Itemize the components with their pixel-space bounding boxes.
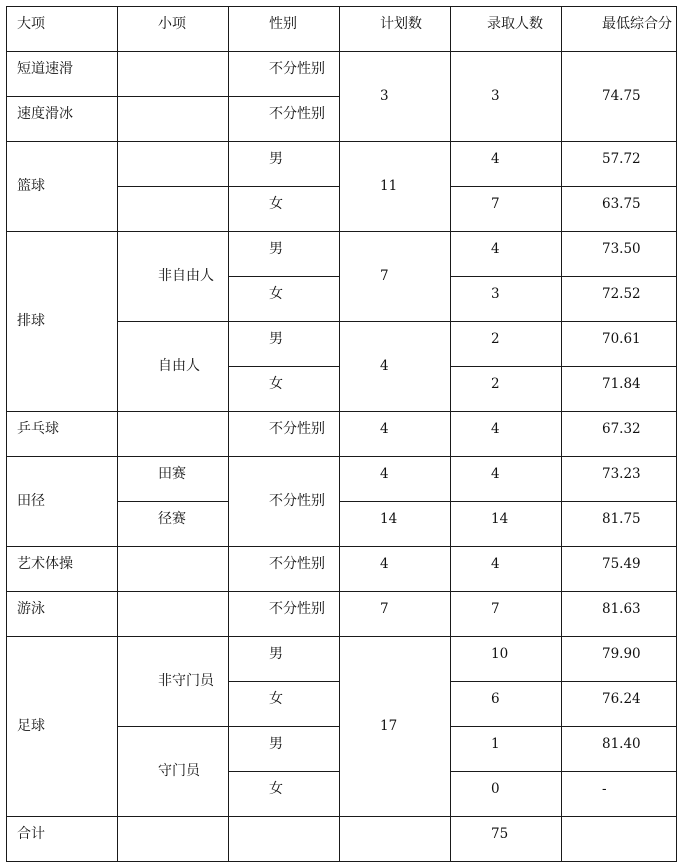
cell-major: 游泳 <box>7 592 118 637</box>
cell-minor: 田赛 <box>118 457 229 502</box>
cell-gender: 男 <box>229 322 340 367</box>
table-row <box>7 457 677 502</box>
header-gender: 性别 <box>229 7 340 52</box>
cell-score: 81.40 <box>562 727 677 772</box>
table-row <box>7 142 677 187</box>
cell-score: 76.24 <box>562 682 677 727</box>
cell-plan <box>340 817 451 862</box>
cell-gender: 不分性别 <box>229 97 340 142</box>
cell-score: 79.90 <box>562 637 677 682</box>
cell-minor <box>118 52 229 97</box>
cell-major: 足球 <box>7 637 118 817</box>
table-row <box>7 232 677 277</box>
cell-admitted: 7 <box>451 187 562 232</box>
header-admitted: 录取人数 <box>451 7 562 52</box>
cell-score: - <box>562 772 677 817</box>
table-row <box>7 637 677 682</box>
cell-total-label: 合计 <box>7 817 118 862</box>
cell-admitted: 4 <box>451 412 562 457</box>
cell-admitted: 6 <box>451 682 562 727</box>
cell-minor <box>118 412 229 457</box>
cell-plan: 4 <box>340 412 451 457</box>
cell-minor <box>118 142 229 187</box>
header-plan: 计划数 <box>340 7 451 52</box>
total-row <box>7 817 677 862</box>
cell-score: 75.49 <box>562 547 677 592</box>
cell-minor <box>118 817 229 862</box>
cell-gender: 不分性别 <box>229 52 340 97</box>
cell-major: 乒乓球 <box>7 412 118 457</box>
cell-plan: 14 <box>340 502 451 547</box>
cell-major: 短道速滑 <box>7 52 118 97</box>
cell-admitted: 14 <box>451 502 562 547</box>
cell-score: 81.63 <box>562 592 677 637</box>
cell-gender: 男 <box>229 637 340 682</box>
cell-major: 艺术体操 <box>7 547 118 592</box>
cell-score: 74.75 <box>562 52 677 142</box>
cell-admitted: 1 <box>451 727 562 772</box>
cell-score: 73.50 <box>562 232 677 277</box>
cell-plan: 7 <box>340 592 451 637</box>
cell-gender: 女 <box>229 772 340 817</box>
cell-minor <box>118 547 229 592</box>
cell-major: 速度滑冰 <box>7 97 118 142</box>
cell-admitted: 10 <box>451 637 562 682</box>
cell-score: 70.61 <box>562 322 677 367</box>
cell-gender: 不分性别 <box>229 412 340 457</box>
cell-score <box>562 817 677 862</box>
cell-admitted: 0 <box>451 772 562 817</box>
cell-admitted: 4 <box>451 547 562 592</box>
cell-major: 排球 <box>7 232 118 412</box>
cell-minor <box>118 97 229 142</box>
cell-score: 72.52 <box>562 277 677 322</box>
cell-gender: 男 <box>229 232 340 277</box>
cell-admitted: 4 <box>451 232 562 277</box>
cell-admitted: 2 <box>451 322 562 367</box>
table-row <box>7 547 677 592</box>
cell-gender: 男 <box>229 142 340 187</box>
cell-admitted: 2 <box>451 367 562 412</box>
cell-gender: 女 <box>229 187 340 232</box>
cell-gender: 不分性别 <box>229 547 340 592</box>
cell-plan: 11 <box>340 142 451 232</box>
cell-major: 田径 <box>7 457 118 547</box>
cell-admitted: 7 <box>451 592 562 637</box>
cell-plan: 4 <box>340 457 451 502</box>
cell-score: 63.75 <box>562 187 677 232</box>
cell-gender: 不分性别 <box>229 592 340 637</box>
cell-minor: 自由人 <box>118 322 229 412</box>
table-row <box>7 592 677 637</box>
cell-plan: 3 <box>340 52 451 142</box>
cell-score: 67.32 <box>562 412 677 457</box>
cell-gender: 女 <box>229 367 340 412</box>
cell-gender: 男 <box>229 727 340 772</box>
cell-minor <box>118 592 229 637</box>
header-min-score: 最低综合分 <box>562 7 677 52</box>
cell-plan: 7 <box>340 232 451 322</box>
table-row <box>7 412 677 457</box>
cell-minor: 非自由人 <box>118 232 229 322</box>
cell-score: 57.72 <box>562 142 677 187</box>
cell-gender: 女 <box>229 277 340 322</box>
cell-total-admitted: 75 <box>451 817 562 862</box>
cell-plan: 4 <box>340 547 451 592</box>
cell-score: 73.23 <box>562 457 677 502</box>
admission-table <box>6 6 677 862</box>
cell-gender: 不分性别 <box>229 457 340 547</box>
cell-admitted: 4 <box>451 142 562 187</box>
cell-gender <box>229 817 340 862</box>
cell-major: 篮球 <box>7 142 118 232</box>
cell-plan: 4 <box>340 322 451 412</box>
cell-admitted: 3 <box>451 52 562 142</box>
cell-minor: 非守门员 <box>118 637 229 727</box>
cell-plan: 17 <box>340 637 451 817</box>
cell-admitted: 4 <box>451 457 562 502</box>
cell-minor: 守门员 <box>118 727 229 817</box>
table-row <box>7 52 677 97</box>
header-major: 大项 <box>7 7 118 52</box>
cell-score: 81.75 <box>562 502 677 547</box>
cell-score: 71.84 <box>562 367 677 412</box>
cell-minor <box>118 187 229 232</box>
header-minor: 小项 <box>118 7 229 52</box>
cell-admitted: 3 <box>451 277 562 322</box>
cell-minor: 径赛 <box>118 502 229 547</box>
cell-gender: 女 <box>229 682 340 727</box>
header-row <box>7 7 677 52</box>
